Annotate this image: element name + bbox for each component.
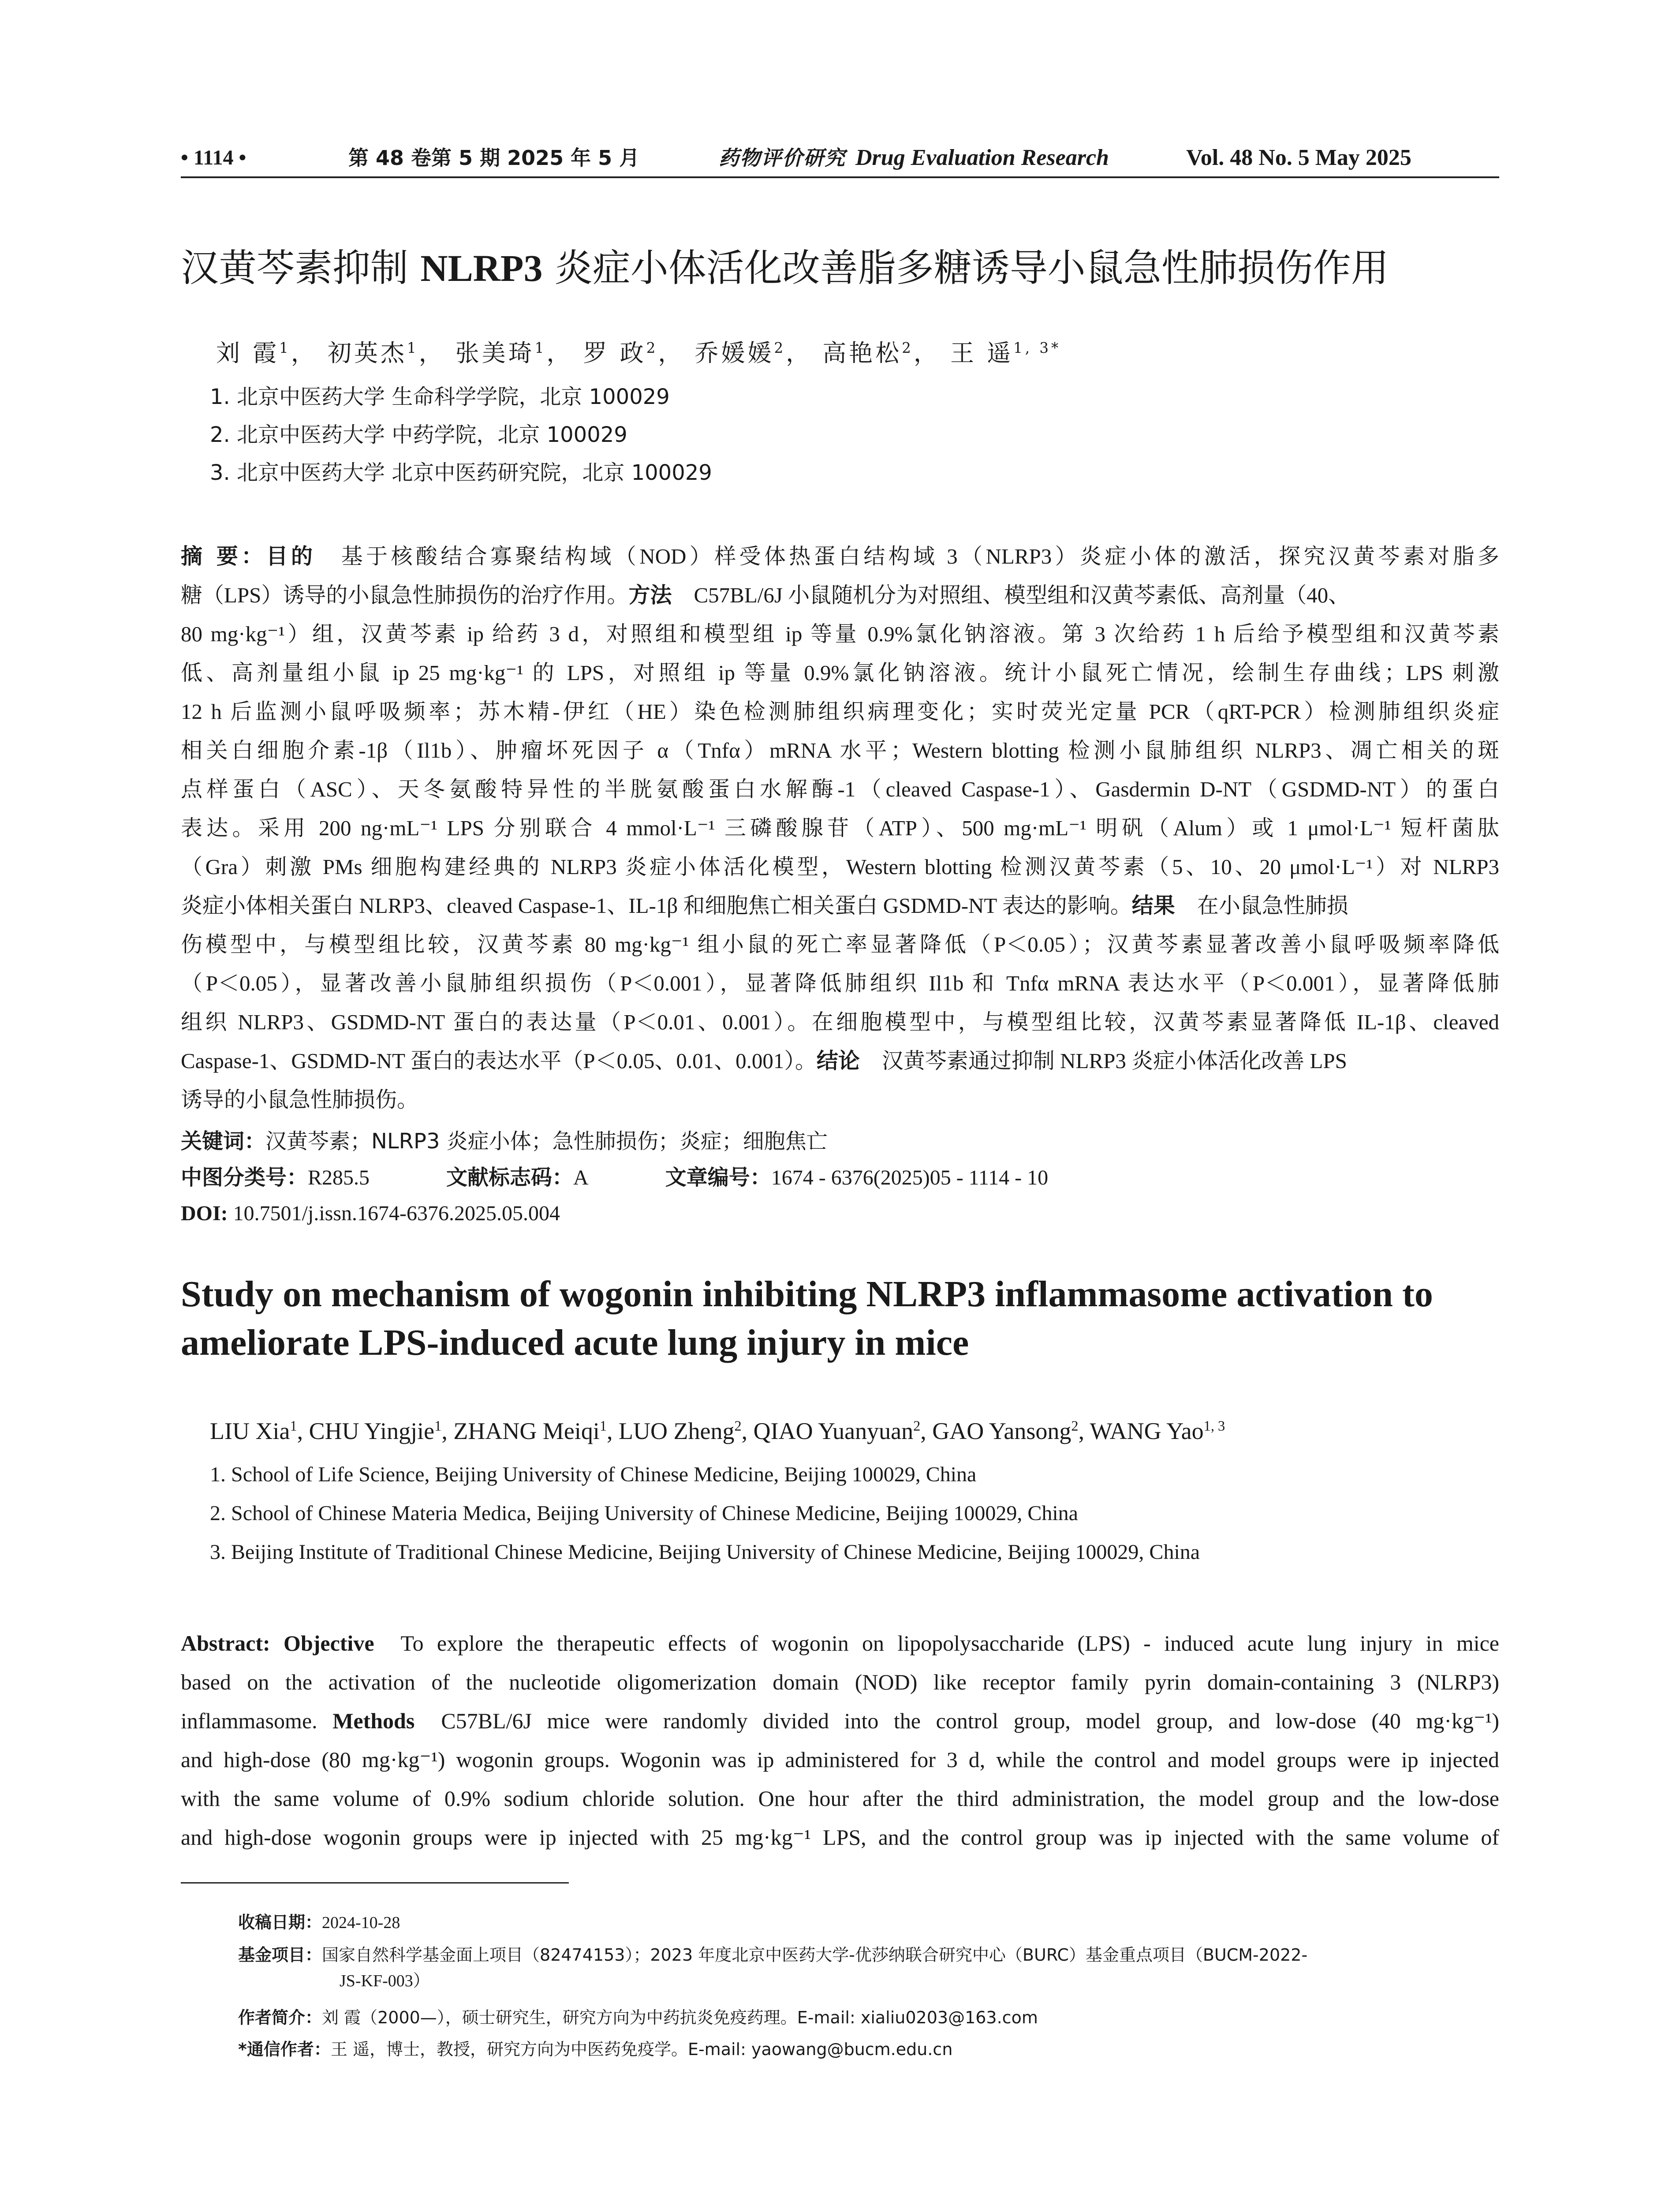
title-cn: 汉黄芩素抑制 NLRP3 炎症小体活化改善脂多糖诱导小鼠急性肺损伤作用 xyxy=(181,246,1389,290)
authors-cn xyxy=(216,338,1061,369)
author-cn: 张美琦$^1$， xyxy=(455,339,573,367)
author-cn: 乔媛媛$^2$， xyxy=(694,339,813,367)
author-en: LUO Zheng$^2$, xyxy=(619,1418,754,1444)
affiliation-en-1: 1. School of Life Science, Beijing University of Chinese Medicine, Beijing 100029, China xyxy=(210,1463,977,1486)
abstract-en: Abstract: Objective To explore the therapeutic effects of wogonin on lipopolysaccharide (LPS) - induced acute lung injury in mice based on the activation of the nucleotide oligomerization domain (NOD) like receptor family pyrin domain-containing 3 (NLRP3) inflammasome. Methods C57BL/6J mice were randomly divided into the control group, model group, and low-dose (40 mg·kg⁻¹) and high-dose (80 mg·kg⁻¹) wogonin groups. Wogonin was ip administered for 3 d, while the control and model groups were ip injected with the same volume of 0.9% sodium chloride solution. One hour after the third administration, the model group and the low-dose and high-dose wogonin groups were ip injected with 25 mg·kg⁻¹ LPS, and the control group was ip injected with the same volume of xyxy=(181,1631,1499,1850)
authors-en xyxy=(210,1416,1225,1446)
issue-en: Vol. 48 No. 5 May 2025 xyxy=(1186,145,1411,170)
author-cn: 初英杰$^1$， xyxy=(327,339,445,367)
journal-name-en: Drug Evaluation Research xyxy=(855,145,1109,170)
doi: DOI: 10.7501/j.issn.1674-6376.2025.05.004 xyxy=(181,1202,560,1225)
journal-logo-cn: 药物评价研究 xyxy=(719,146,846,170)
author-cn: 高艳松$^2$， xyxy=(822,339,940,367)
footnote-fund: 基金项目：国家自然科学基金面上项目（82474153）；2023 年度北京中医药大学-优莎纳联合研究中心（BURC）基金重点项目（BUCM-2022- JS-KF-003） xyxy=(238,1945,1308,1990)
author-cn: 罗 政$^2$， xyxy=(583,339,685,367)
page-number: • 1114 • xyxy=(181,146,246,169)
footnote-received: 收稿日期：2024-10-28 xyxy=(238,1913,400,1932)
footnote-author: 作者简介：刘 霞（2000—），硕士研究生，研究方向为中药抗炎免疫药理。E-mail: xialiu0203@163.com xyxy=(238,2008,1038,2027)
affiliation-cn-1: 1. 北京中医药大学 生命科学学院，北京 100029 xyxy=(210,385,670,409)
classification: 中图分类号：R285.5 文献标志码：A 文章编号：1674 - 6376(2025)05 - 1114 - 10 xyxy=(181,1165,1049,1190)
author-en: WANG Yao$^{1, 3}$ xyxy=(1090,1418,1225,1444)
affiliation-en-2: 2. School of Chinese Materia Medica, Beijing University of Chinese Medicine, Beijing 100029, China xyxy=(210,1502,1078,1525)
author-en: ZHANG Meiqi$^1$, xyxy=(453,1418,619,1444)
author-en: LIU Xia$^1$, xyxy=(210,1418,309,1444)
affiliation-en-3: 3. Beijing Institute of Traditional Chinese Medicine, Beijing University of Chinese Medicine, Beijing 100029, China xyxy=(210,1540,1200,1564)
affiliation-cn-3: 3. 北京中医药大学 北京中医药研究院，北京 100029 xyxy=(210,460,712,485)
author-en: CHU Yingjie$^1$, xyxy=(309,1418,454,1444)
author-cn: 刘 霞$^1$， xyxy=(216,339,317,367)
author-en: GAO Yansong$^2$, xyxy=(932,1418,1090,1444)
author-cn: 王 遥$^{1, 3*}$ xyxy=(950,339,1061,367)
keywords: 关键词：汉黄芩素；NLRP3 炎症小体；急性肺损伤；炎症；细胞焦亡 xyxy=(181,1129,828,1154)
header-rule xyxy=(181,176,1499,178)
affiliation-cn-2: 2. 北京中医药大学 中药学院，北京 100029 xyxy=(210,422,627,447)
footnote-corresponding: *通信作者：王 遥，博士，教授，研究方向为中医药免疫学。E-mail: yaowang@bucm.edu.cn xyxy=(238,2040,953,2059)
author-en: QIAO Yuanyuan$^2$, xyxy=(753,1418,933,1444)
footnote-rule xyxy=(181,1882,569,1884)
title-en: Study on mechanism of wogonin inhibiting NLRP3 inflammasome activation to ameliorate LPS-induced acute lung injury in mice xyxy=(181,1274,1433,1363)
issue-cn: 第 48 卷第 5 期 2025 年 5 月 xyxy=(348,146,640,170)
abstract-cn: 摘 要：目的 基于核酸结合寡聚结构域（NOD）样受体热蛋白结构域 3（NLRP3）炎症小体的激活，探究汉黄芩素对脂多 糖（LPS）诱导的小鼠急性肺损伤的治疗作用。方法 C57BL/6J 小鼠随机分为对照组、模型组和汉黄芩素低、高剂量（40、 80 mg·kg⁻¹）组，汉黄芩素 ip 给药 3 d，对照组和模型组 ip 等量 0.9%氯化钠溶液。第 3 次给药 1 h 后给予模型组和汉黄芩素 低、高剂量组小鼠 ip 25 mg·kg⁻¹ 的 LPS，对照组 ip 等量 0.9%氯化钠溶液。统计小鼠死亡情况，绘制生存曲线；LPS 刺激 12 h 后监测小鼠呼吸频率；苏木精-伊红（HE）染色检测肺组织病理变化；实时荧光定量 PCR（qRT-PCR）检测肺组织炎症 相关白细胞介素-1β（Il1b）、肿瘤坏死因子 α（Tnfα）mRNA 水平；Western blotting 检测小鼠肺组织 NLRP3、凋亡相关的斑 点样蛋白（ASC）、天冬氨酸特异性的半胱氨酸蛋白水解酶-1（cleaved Caspase-1）、Gasdermin D-NT（GSDMD-NT）的蛋白 表达。采用 200 ng·mL⁻¹ LPS 分别联合 4 mmol·L⁻¹ 三磷酸腺苷（ATP）、500 mg·mL⁻¹ 明矾（Alum）或 1 μmol·L⁻¹ 短杆菌肽 （Gra）刺激 PMs 细胞构建经典的 NLRP3 炎症小体活化模型，Western blotting 检测汉黄芩素（5、10、20 μmol·L⁻¹）对 NLRP3 炎症小体相关蛋白 NLRP3、cleaved Caspase-1、IL-1β 和细胞焦亡相关蛋白 GSDMD-NT 表达的影响。结果 在小鼠急性肺损 伤模型中，与模型组比较，汉黄芩素 80 mg·kg⁻¹ 组小鼠的死亡率显著降低（P＜0.05）；汉黄芩素显著改善小鼠呼吸频率降低 （P＜0.05），显著改善小鼠肺组织损伤（P＜0.001），显著降低肺组织 Il1b 和 Tnfα mRNA 表达水平（P＜0.001），显著降低肺 组织 NLRP3、GSDMD-NT 蛋白的表达量（P＜0.01、0.001）。在细胞模型中，与模型组比较，汉黄芩素显著降低 IL-1β、cleaved Caspase-1、GSDMD-NT 蛋白的表达水平（P＜0.05、0.01、0.001）。结论 汉黄芩素通过抑制 NLRP3 炎症小体活化改善 LPS 诱导的小鼠急性肺损伤。 xyxy=(181,544,1499,1112)
